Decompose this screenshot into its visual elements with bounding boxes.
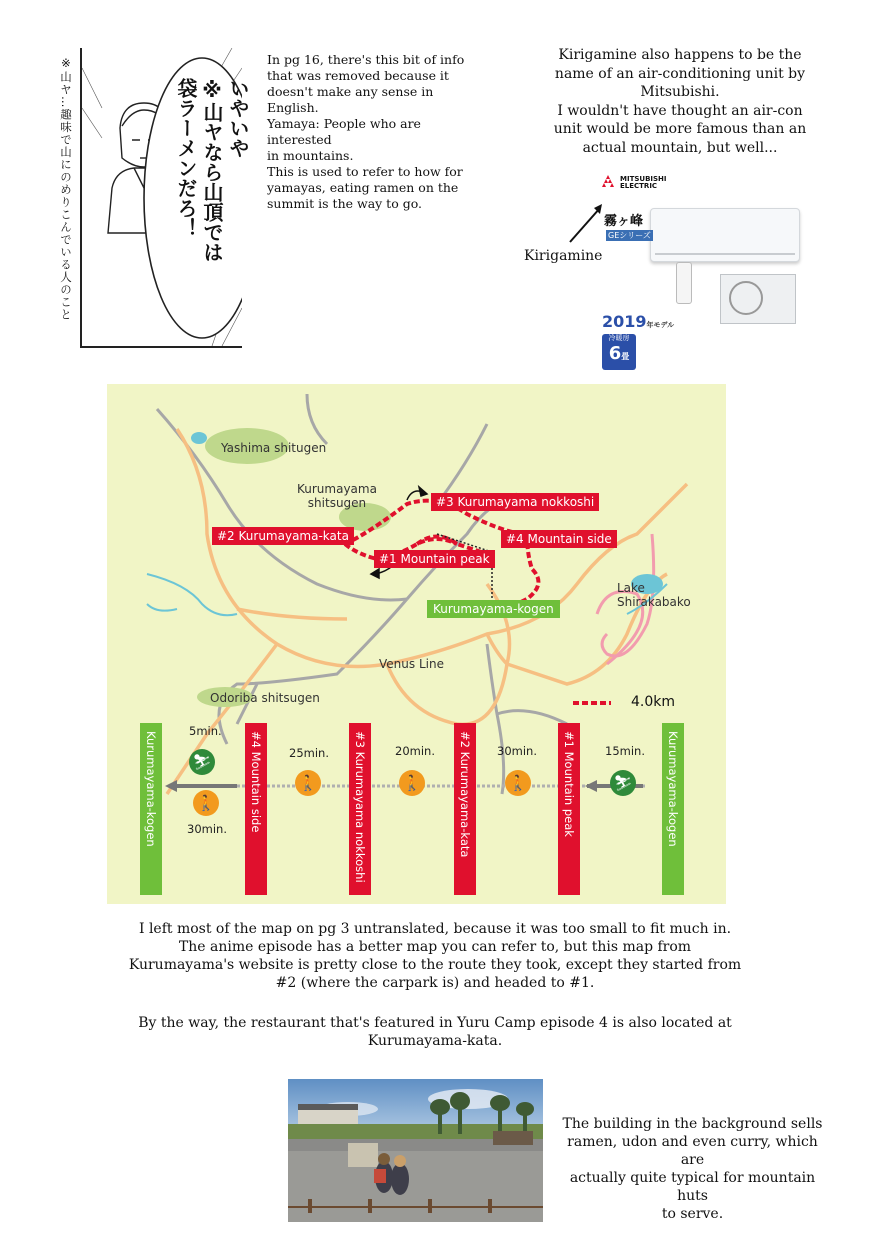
route-bar-kogen-start: Kurumayama-kogen <box>662 723 684 895</box>
explanation-paragraph <box>60 920 810 992</box>
tag-1-mountain-peak: #1 Mountain peak <box>374 550 495 568</box>
text-line: Kurumayama-kata. <box>367 1033 503 1049</box>
note-line: This is used to refer to how for <box>267 164 463 179</box>
manga-panel <box>58 48 250 348</box>
speech-bubble-text <box>173 78 251 318</box>
time-label: 30min. <box>187 822 227 836</box>
badge-top: 冷暖房 <box>608 334 630 342</box>
text-line: I left most of the map on pg 3 untranslated, because it was too small to fit much in. <box>138 921 732 937</box>
note-line: summit is the way to go. <box>267 196 422 211</box>
label-lake <box>617 581 691 609</box>
note-line: I wouldn't have thought an air-con <box>557 102 803 119</box>
label-line: Lake <box>617 581 645 595</box>
text-line: Kurumayama's website is pretty close to the route they took, except they started from <box>128 957 742 973</box>
anime-screenshot <box>288 1079 543 1222</box>
time-label: 15min. <box>605 744 645 758</box>
screenshot-caption <box>560 1115 825 1223</box>
caption-line: ramen, udon and even curry, which are <box>567 1134 818 1168</box>
chairlift-icon: ⛷ <box>610 770 636 796</box>
brand-line-2: ELECTRIC <box>620 182 658 190</box>
tag-3-nokkoshi: #3 Kurumayama nokkoshi <box>431 493 599 511</box>
label-odoriba: Odoriba shitsugen <box>210 691 320 705</box>
scene-illustration <box>288 1079 543 1222</box>
arrow-icon <box>566 198 608 248</box>
note-line: actual mountain, but well... <box>582 139 778 156</box>
label-line: shitsugen <box>307 496 367 510</box>
bubble-line-1: いやいや <box>226 78 250 158</box>
kirigamine-label: Kirigamine <box>524 248 603 264</box>
note-line: doesn't make any sense in English. <box>267 84 434 115</box>
restaurant-paragraph <box>60 1014 810 1050</box>
label-line: Shirakabako <box>617 595 691 609</box>
text-line: #2 (where the carpark is) and headed to #1. <box>275 975 595 991</box>
time-label: 25min. <box>289 746 329 760</box>
label-yashima: Yashima shitugen <box>221 441 327 455</box>
year-number: 2019 <box>602 312 647 331</box>
distance-label: 4.0km <box>631 694 676 710</box>
caption-line: The building in the background sells <box>562 1116 823 1132</box>
note-line: unit would be more famous than an <box>553 121 807 137</box>
aircon-indoor-unit <box>650 208 800 262</box>
remote-control <box>676 262 692 304</box>
brand-line-1: MITSUBISHI <box>620 175 667 183</box>
manga-footnote: ※山ヤ…趣味で山にのめりこんでいる人のこと <box>59 56 73 321</box>
note-line: that was removed because it <box>267 68 449 83</box>
kirigamine-note <box>540 46 820 157</box>
route-bar-kogen-end: Kurumayama-kogen <box>140 723 162 895</box>
label-venus-line: Venus Line <box>379 657 444 671</box>
tag-2-kata: #2 Kurumayama-kata <box>212 527 354 545</box>
series-badge: GEシリーズ <box>608 231 651 240</box>
aircon-ad <box>520 170 820 375</box>
pg16-note <box>267 52 487 212</box>
tag-kogen: Kurumayama-kogen <box>427 600 560 618</box>
route-bar-nokkoshi: #3 Kurumayama nokkoshi <box>349 723 371 895</box>
note-line: yamayas, eating ramen on the <box>267 180 459 195</box>
note-line: In pg 16, there's this bit of info <box>267 52 465 67</box>
text-line: By the way, the restaurant that's featured in Yuru Camp episode 4 is also located at <box>138 1015 732 1031</box>
route-bar-kata: #2 Kurumayama-kata <box>454 723 476 895</box>
text-line: The anime episode has a better map you can refer to, but this map from <box>178 939 692 955</box>
time-label: 20min. <box>395 744 435 758</box>
hiker-icon: 🚶 <box>505 770 531 796</box>
model-year <box>602 312 674 331</box>
bubble-line-2: ※山ヤなら山頂では <box>200 78 224 262</box>
route-bar-mountain-peak: #1 Mountain peak <box>558 723 580 895</box>
mitsubishi-logo-icon <box>600 174 610 184</box>
tag-4-mountain-side: #4 Mountain side <box>501 530 617 548</box>
product-name: 霧ヶ峰 <box>604 214 644 229</box>
bubble-line-3: 袋ラーメンだろ！ <box>174 78 198 238</box>
note-line: Mitsubishi. <box>640 84 720 100</box>
label-line: Kurumayama <box>297 482 377 496</box>
chairlift-icon: ⛷ <box>189 749 215 775</box>
aircon-outdoor-unit <box>720 274 796 324</box>
note-line: in mountains. <box>267 148 354 163</box>
room-size-badge <box>602 334 636 370</box>
note-line: Yamaya: People who are interested <box>267 116 421 147</box>
route-bar-mountain-side: #4 Mountain side <box>245 723 267 895</box>
note-line: name of an air-conditioning unit by <box>554 65 806 82</box>
badge-unit: 畳 <box>621 352 630 361</box>
badge-number: 6 <box>608 343 622 364</box>
caption-line: actually quite typical for mountain huts <box>569 1170 816 1204</box>
note-line: Kirigamine also happens to be the <box>558 47 802 63</box>
label-kurumayama-shitsugen <box>297 482 377 510</box>
hiker-icon: 🚶 <box>295 770 321 796</box>
year-suffix: 年モデル <box>646 321 675 329</box>
route-map <box>107 384 726 904</box>
hiker-icon: 🚶 <box>193 790 219 816</box>
brand-text <box>620 176 667 190</box>
caption-line: to serve. <box>661 1206 724 1222</box>
hiker-icon: 🚶 <box>399 770 425 796</box>
time-label: 5min. <box>189 724 222 738</box>
time-label: 30min. <box>497 744 537 758</box>
